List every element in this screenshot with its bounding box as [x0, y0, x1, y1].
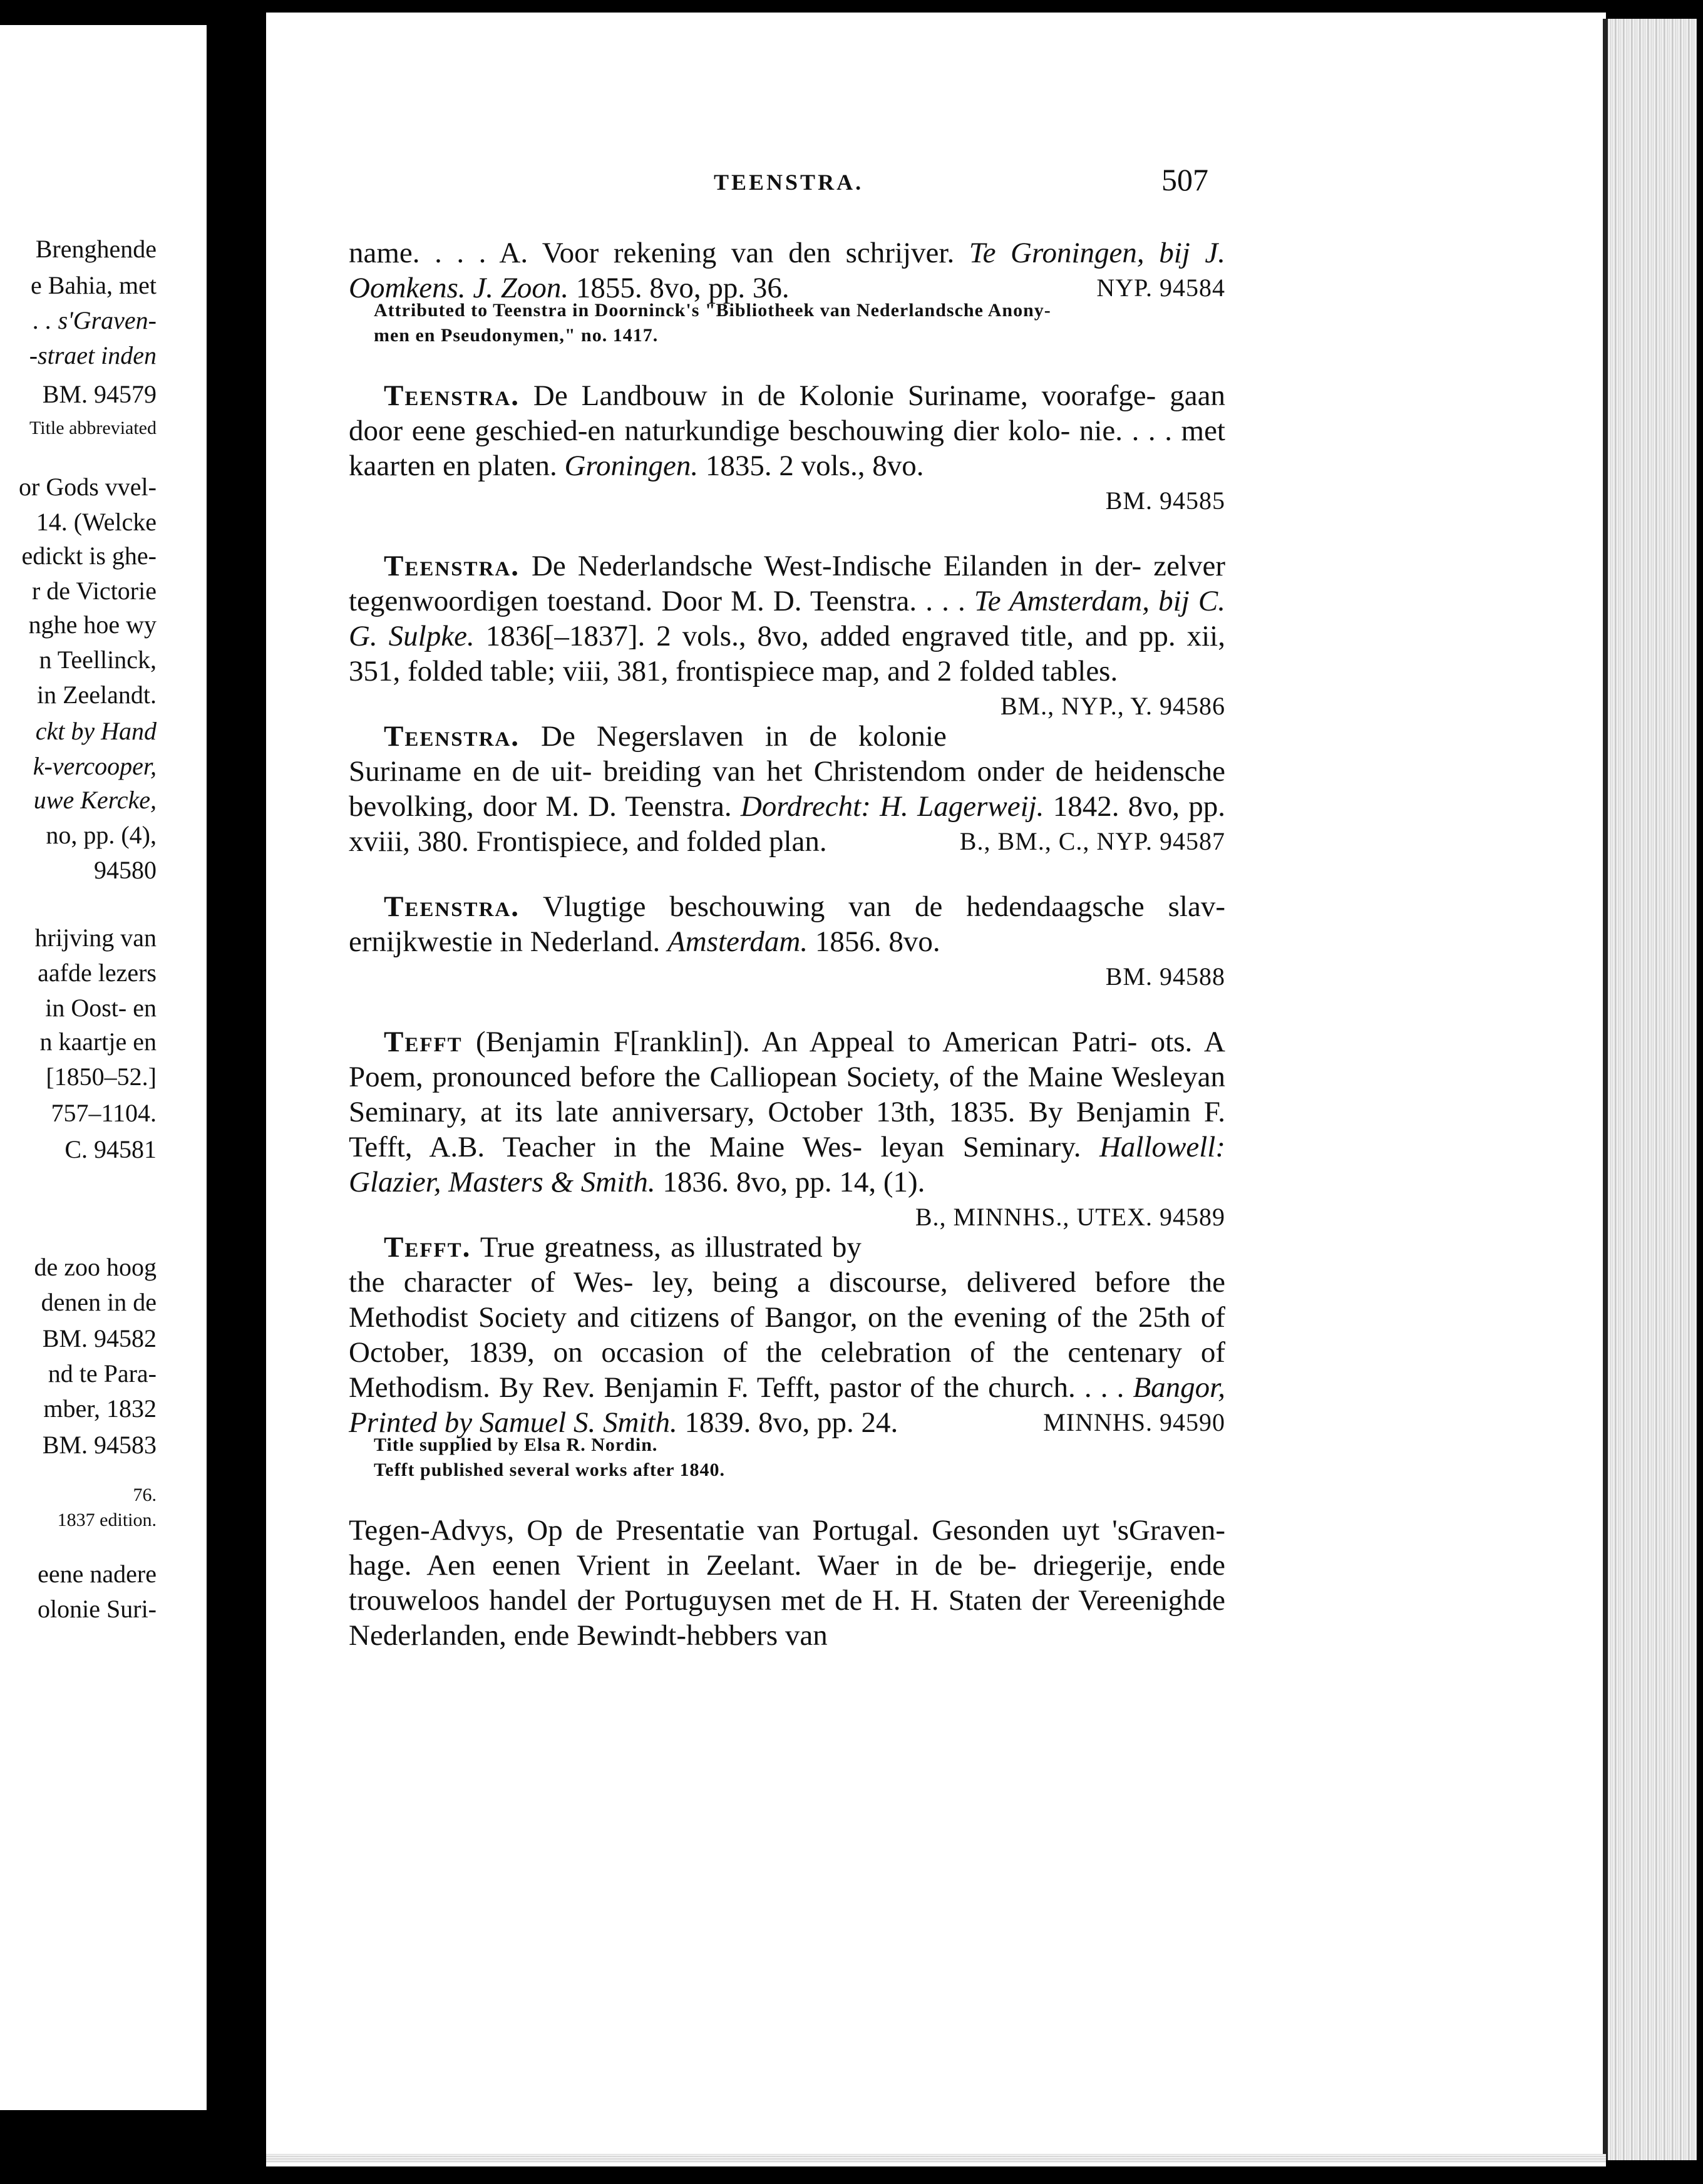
entry-author: Teenstra. — [384, 720, 520, 753]
left-page-line: Brenghende — [35, 235, 157, 263]
left-page-line: uwe Kercke, — [33, 786, 157, 814]
left-page-line: -straet inden — [29, 341, 157, 369]
left-page-line: . . s'Graven- — [33, 306, 157, 334]
entry-imprint: Te Groningen, bij J. Oomkens. J. Zoon. — [349, 237, 1225, 304]
entry-94587 — [349, 719, 1225, 859]
left-page-line: de zoo hoog — [34, 1253, 157, 1281]
entry-note-line: men en Pseudonymen," no. 1417. — [374, 325, 659, 346]
library-reference: B., BM., C., NYP. 94587 — [959, 827, 1225, 855]
left-page-line: aafde lezers — [38, 959, 157, 987]
entry-author: Teenstra. — [384, 379, 520, 412]
entry-note — [374, 298, 1225, 348]
entry-author: Teenstra. — [384, 550, 520, 582]
left-page-line: nghe hoe wy — [28, 610, 157, 639]
entry-text: De Landbouw in de Kolonie Suriname, voorafge- gaan door eene geschied-en naturkundige beschouwing dier kolo- nie. . . . met kaarten en platen. — [349, 379, 1225, 482]
page-edge — [1603, 19, 1697, 2160]
entry-text: 1836[–1837]. 2 vols., 8vo, added engraved title, and pp. xii, 351, folded table; viii, 381, frontispiece map, and 2 folded tables. — [349, 620, 1225, 688]
left-page-line: mber, 1832 — [43, 1394, 157, 1423]
running-head: TEENSTRA. — [714, 170, 864, 195]
entry-text: De Negerslaven in de kolonie Suriname en de uit- breiding van het Christendom onder de heidensche bevolking, door M. D. Teenstra. — [349, 720, 1225, 823]
library-reference: BM. 94588 — [1105, 962, 1225, 991]
library-reference: BM. 94585 — [1105, 487, 1225, 515]
entry-text: De Nederlandsche West-Indische Eilanden in der- zelver tegenwoordigen toestand. Door M. D. Teenstra. . . . — [349, 550, 1225, 617]
left-page-line: Title abbreviated — [29, 418, 157, 438]
entry-text: name. . . . A. Voor rekening van den schrijver. — [349, 237, 969, 269]
left-page-line: C. 94581 — [64, 1135, 157, 1163]
left-page-line: 94580 — [94, 856, 157, 884]
entry-text: Vlugtige beschouwing van de hedendaagsche slav- ernijkwestie in Nederland. — [349, 890, 1225, 958]
entry-text: 1835. 2 vols., 8vo. — [698, 450, 924, 482]
entry-imprint: Te Amsterdam, bij C. G. Sulpke. — [349, 585, 1225, 652]
entry-text: 1836. 8vo, pp. 14, (1). — [655, 1166, 925, 1198]
left-page-line: ckt by Hand — [35, 717, 157, 745]
left-page-line: 76. — [133, 1485, 157, 1505]
left-page-line: 1837 edition. — [57, 1510, 157, 1530]
left-page-line: eene nadere — [38, 1560, 157, 1588]
left-page-fragment — [0, 25, 207, 2110]
entry-note-line: Title supplied by Elsa R. Nordin. — [374, 1435, 658, 1455]
entry-text: (Benjamin F[ranklin]). An Appeal to American Patri- ots. A Poem, pronounced before the Calliopean Society, of the Maine Wesleyan Seminary, at its late anniversary, October 13th, 1835. By Benjamin F. Tefft, A.B. Teacher in the Maine Wes- leyan Seminary. — [349, 1026, 1225, 1163]
entry-author: Tefft — [384, 1026, 463, 1058]
entry-94590 — [349, 1230, 1225, 1440]
entry-imprint: Bangor, Printed by Samuel S. Smith. — [349, 1371, 1225, 1439]
entry-author: Tefft. — [384, 1231, 471, 1264]
left-page-line: in Oost- en — [45, 994, 157, 1022]
left-page-line: olonie Suri- — [38, 1595, 157, 1623]
entry-text: 1842. 8vo, pp. xviii, 380. Frontispiece, and folded plan. — [349, 790, 1225, 858]
entry-94584 — [349, 235, 1225, 306]
left-page-line: [1850–52.] — [46, 1063, 157, 1091]
entry-text: 1856. 8vo. — [808, 925, 940, 958]
left-page-line: n kaartje en — [39, 1028, 157, 1056]
entry-imprint: Hallowell: Glazier, Masters & Smith. — [349, 1131, 1225, 1198]
entry-note-line: Tefft published several works after 1840. — [374, 1460, 725, 1480]
left-page-line: or Gods vvel- — [19, 473, 157, 501]
left-page-line: BM. 94582 — [42, 1324, 157, 1352]
left-page-line: e Bahia, met — [30, 271, 157, 299]
left-page-line: 14. (Welcke — [36, 508, 157, 536]
page-bottom-edge — [266, 2154, 1606, 2163]
library-reference: MINNHS. 94590 — [1043, 1408, 1225, 1436]
left-page-line: k-vercooper, — [33, 752, 157, 780]
entry-imprint: Amsterdam. — [667, 925, 808, 958]
left-page-line: BM. 94579 — [42, 380, 157, 408]
entry-text: 1839. 8vo, pp. 24. — [677, 1406, 898, 1439]
entry-94589 — [349, 1024, 1225, 1231]
entry-94585 — [349, 378, 1225, 518]
left-page-line: hrijving van — [34, 924, 157, 952]
entry-imprint: Groningen. — [564, 450, 699, 482]
entry-text: True greatness, as illustrated by the character of Wes- ley, being a discourse, delivered before the Methodist Society and citizens of Bangor, on the evening of the 25th of October, 1839, on occasion of the celebration of the centenary of Methodism. By Rev. Benjamin F. Tefft, pastor of the church. . . . — [349, 1231, 1225, 1404]
library-reference: BM., NYP., Y. 94586 — [1000, 692, 1225, 720]
text-block — [349, 235, 1225, 1683]
entry-note — [374, 1433, 1225, 1483]
library-reference: NYP. 94584 — [1096, 274, 1225, 302]
left-page-line: in Zeelandt. — [36, 681, 157, 709]
entry-note-line: Attributed to Teenstra in Doorninck's "Bibliotheek van Nederlandsche Anony- — [374, 300, 1051, 321]
left-page-line: n Teellinck, — [39, 646, 157, 674]
entry-imprint: Dordrecht: H. Lagerweij. — [740, 790, 1044, 823]
entry-text: Tegen-Advys, Op de Presentatie van Portugal. Gesonden uyt 'sGraven-hage. Aen eenen Vrient in Zeelant. Waer in de be- driegerije, ende trouweloos handel der Portuguysen met de H. H. Staten der Vereenighde Nederlanden, ende Bewindt-hebbers van — [349, 1514, 1225, 1652]
left-page-line: edickt is ghe- — [21, 542, 157, 570]
entry-94586 — [349, 549, 1225, 720]
left-page-line: denen in de — [41, 1288, 157, 1316]
entry-text: 1855. 8vo, pp. 36. — [569, 272, 790, 304]
left-page-line: 757–1104. — [51, 1099, 157, 1127]
left-page-line: nd te Para- — [48, 1359, 157, 1388]
left-page-line: BM. 94583 — [42, 1431, 157, 1459]
page-number: 507 — [1161, 162, 1208, 197]
entry-author: Teenstra. — [384, 890, 520, 923]
left-page-line: no, pp. (4), — [46, 821, 157, 849]
left-page-line: r de Victorie — [31, 577, 157, 605]
entry-94588 — [349, 889, 1225, 994]
library-reference: B., MINNHS., UTEX. 94589 — [915, 1203, 1225, 1231]
entry-tegen — [349, 1513, 1225, 1653]
